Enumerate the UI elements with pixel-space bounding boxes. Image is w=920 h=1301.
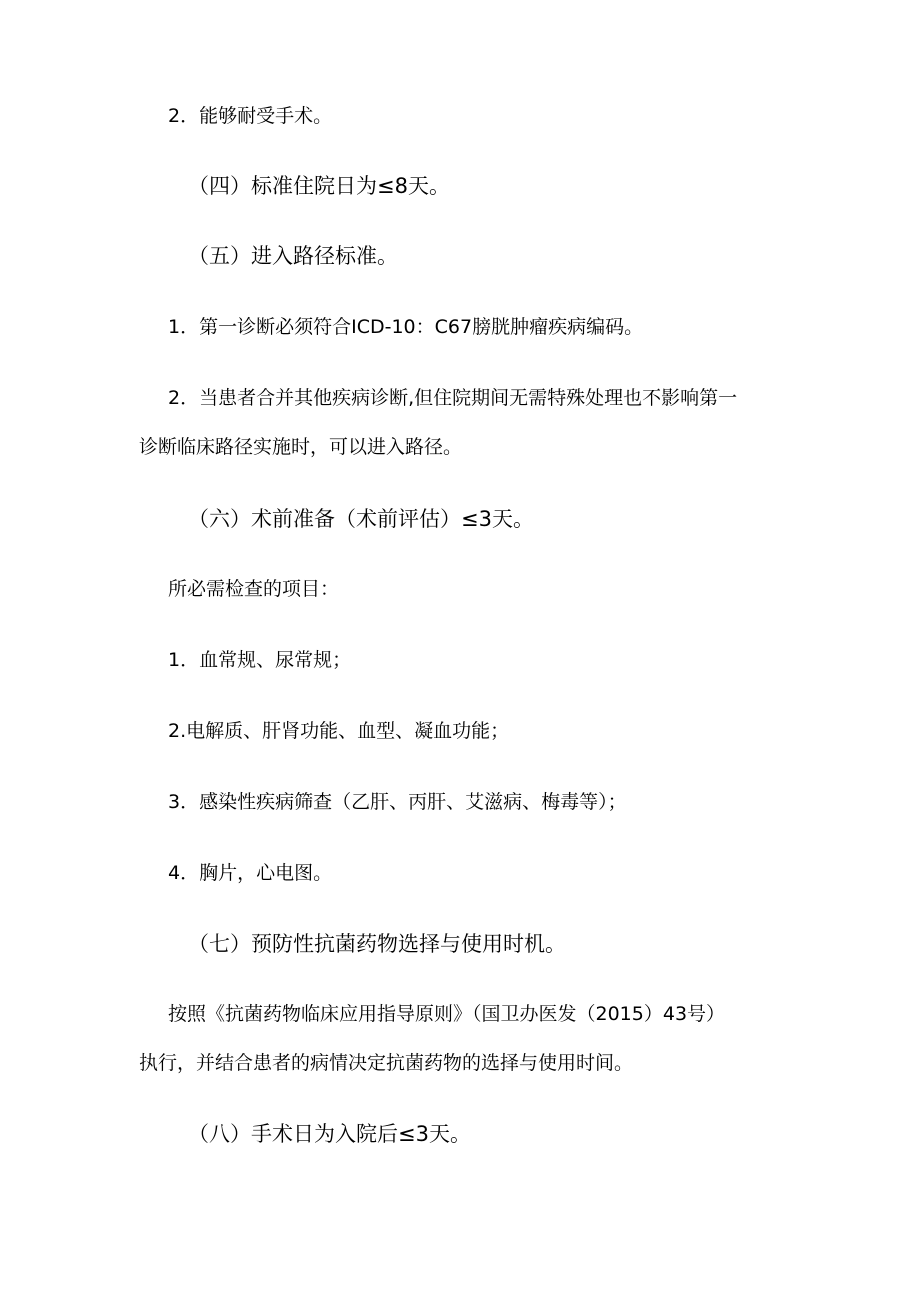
antibiotic-guideline-line-1: 按照《抗菌药物临床应用指导原则》（国卫办医发（2015）43号） [168, 1003, 726, 1025]
required-tests-label: 所必需检查的项目： [168, 578, 340, 600]
criteria-item-2: 2．能够耐受手术。 [168, 105, 333, 127]
path-standard-item-1: 1．第一诊断必须符合ICD-10：C67膀胱肿瘤疾病编码。 [168, 316, 644, 338]
section-seven-heading: （七）预防性抗菌药物选择与使用时机。 [188, 932, 566, 956]
path-standard-item-2-line-2: 诊断临床路径实施时，可以进入路径。 [139, 436, 463, 458]
section-six-heading: （六）术前准备（术前评估）≤3天。 [188, 507, 534, 531]
antibiotic-guideline-line-2: 执行，并结合患者的病情决定抗菌药物的选择与使用时间。 [139, 1052, 634, 1074]
required-test-item-3: 3．感染性疾病筛查（乙肝、丙肝、艾滋病、梅毒等）； [168, 791, 627, 813]
required-test-item-4: 4．胸片，心电图。 [168, 862, 333, 884]
section-eight-heading: （八）手术日为入院后≤3天。 [188, 1122, 471, 1146]
required-test-item-2: 2.电解质、肝肾功能、血型、凝血功能； [168, 720, 510, 742]
required-test-item-1: 1．血常规、尿常规； [168, 649, 352, 671]
path-standard-item-2-line-1: 2．当患者合并其他疾病诊断,但住院期间无需特殊处理也不影响第一 [168, 387, 738, 409]
section-five-heading: （五）进入路径标准。 [188, 244, 398, 268]
section-four-heading: （四）标准住院日为≤8天。 [188, 174, 450, 198]
